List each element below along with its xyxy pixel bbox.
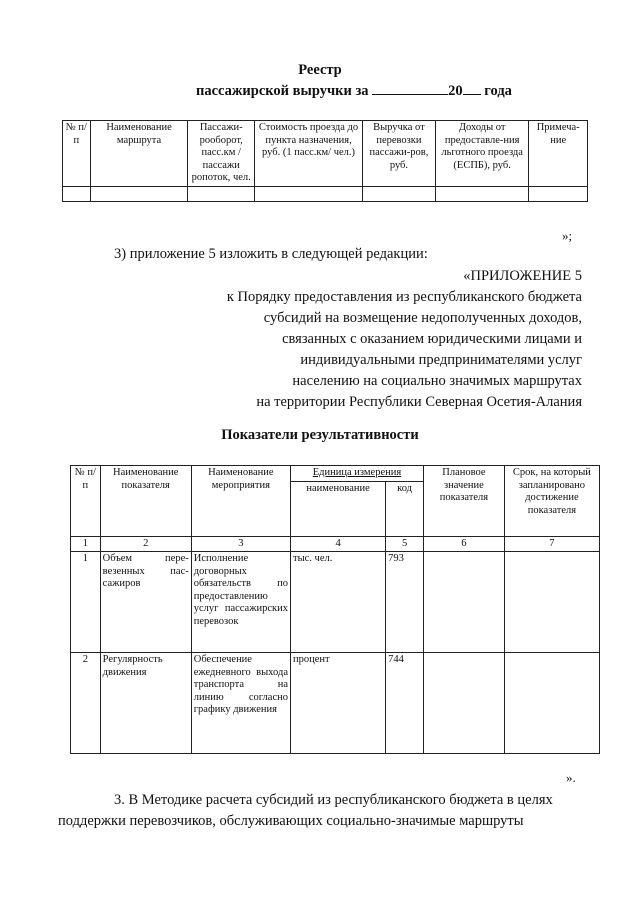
indicators-header-num: № п/п	[71, 466, 101, 537]
indicators-title: Показатели результативности	[221, 427, 419, 443]
indicators-header-unit-name: наименование	[290, 481, 385, 536]
indicators-header-unit: Единица измерения	[290, 466, 423, 482]
registry-subtitle-prefix: пассажирской выручки за	[196, 83, 369, 99]
indicators-header-unit-code: код	[386, 481, 424, 536]
registry-header-fare: Стоимость проезда до пункта назначения, руб. (1 пасс.км/ чел.)	[255, 121, 363, 187]
registry-title: Реестр	[298, 62, 342, 78]
indicators-table	[70, 465, 600, 754]
registry-table-header-row	[63, 121, 588, 187]
row-deadline	[504, 552, 599, 653]
registry-year-prefix: 20	[448, 83, 463, 99]
indicators-header-deadline: Срок, на который запланировано достижение показателя	[504, 466, 599, 537]
appendix-line: субсидий на возмещение недополученных доходов,	[263, 310, 582, 326]
appendix-line: к Порядку предоставления из республиканского бюджета	[226, 289, 582, 305]
appendix-line: населению на социально значимых маршрутах	[292, 373, 582, 389]
methodology-paragraph	[58, 790, 582, 832]
registry-table-empty-row	[63, 186, 588, 201]
table-cell	[188, 186, 255, 201]
indicators-header-indicator: Наименование показателя	[100, 466, 191, 537]
indicators-header-event: Наименование мероприятия	[191, 466, 290, 537]
row-num: 2	[71, 653, 101, 754]
column-number: 5	[386, 536, 424, 552]
registry-subtitle	[196, 82, 512, 100]
table-cell	[255, 186, 363, 201]
year-blank	[463, 82, 481, 95]
table-cell	[435, 186, 528, 201]
registry-header-revenue: Выручка от перевозки пассажи-ров, руб.	[362, 121, 435, 187]
appendix-heading-block	[227, 266, 582, 413]
period-blank	[372, 82, 448, 95]
closing-quote: »;	[562, 228, 573, 243]
appendix-line: на территории Республики Северная Осетия-Алания	[256, 394, 582, 410]
row-unit-name: тыс. чел.	[290, 552, 385, 653]
appendix-line: связанных с оказанием юридическими лицами и	[282, 331, 582, 347]
table-cell	[90, 186, 188, 201]
registry-header-benefit-income: Доходы от предоставле-ния льготного проезда (ЕСПБ), руб.	[435, 121, 528, 187]
table-row	[71, 552, 600, 653]
column-number: 6	[423, 536, 504, 552]
row-event: Обеспечение ежедневного выхода транспорта на линию согласно графику движения	[191, 653, 290, 754]
row-deadline	[504, 653, 599, 754]
row-planned	[423, 653, 504, 754]
row-event: Исполнение договорных обязательств по предоставлению услуг пассажирских перевозок	[191, 552, 290, 653]
closing-quote: ».	[566, 770, 576, 785]
appendix-line: «ПРИЛОЖЕНИЕ 5	[463, 268, 582, 284]
row-indicator: Регулярность движения	[100, 653, 191, 754]
registry-table	[62, 120, 588, 202]
row-unit-name: процент	[290, 653, 385, 754]
row-num: 1	[71, 552, 101, 653]
table-cell	[529, 186, 588, 201]
column-number: 1	[71, 536, 101, 552]
registry-header-route: Наименование маршрута	[90, 121, 188, 187]
indicators-header-planned: Плановое значение показателя	[423, 466, 504, 537]
table-cell	[63, 186, 91, 201]
appendix-line: индивидуальными предпринимателями услуг	[300, 352, 582, 368]
item-3-instruction: 3) приложение 5 изложить в следующей редакции:	[114, 246, 428, 262]
row-unit-code: 744	[386, 653, 424, 754]
indicators-header-row	[71, 466, 600, 482]
registry-header-passenger-turnover: Пассажи-рооборот, пасс.км / пассажи ропоток, чел.	[188, 121, 255, 187]
indicators-column-numbers-row	[71, 536, 600, 552]
registry-subtitle-suffix: года	[484, 83, 512, 99]
registry-header-note: Примеча-ние	[529, 121, 588, 187]
row-unit-code: 793	[386, 552, 424, 653]
column-number: 2	[100, 536, 191, 552]
column-number: 4	[290, 536, 385, 552]
column-number: 7	[504, 536, 599, 552]
column-number: 3	[191, 536, 290, 552]
row-planned	[423, 552, 504, 653]
row-indicator: Объем пере-везенных пас-сажиров	[100, 552, 191, 653]
table-row	[71, 653, 600, 754]
table-cell	[362, 186, 435, 201]
registry-header-num: № п/п	[63, 121, 91, 187]
methodology-text: 3. В Методике расчета субсидий из республиканского бюджета в целях поддержки перевозчиков, обслуживающих социально-значимые маршруты	[58, 792, 553, 829]
